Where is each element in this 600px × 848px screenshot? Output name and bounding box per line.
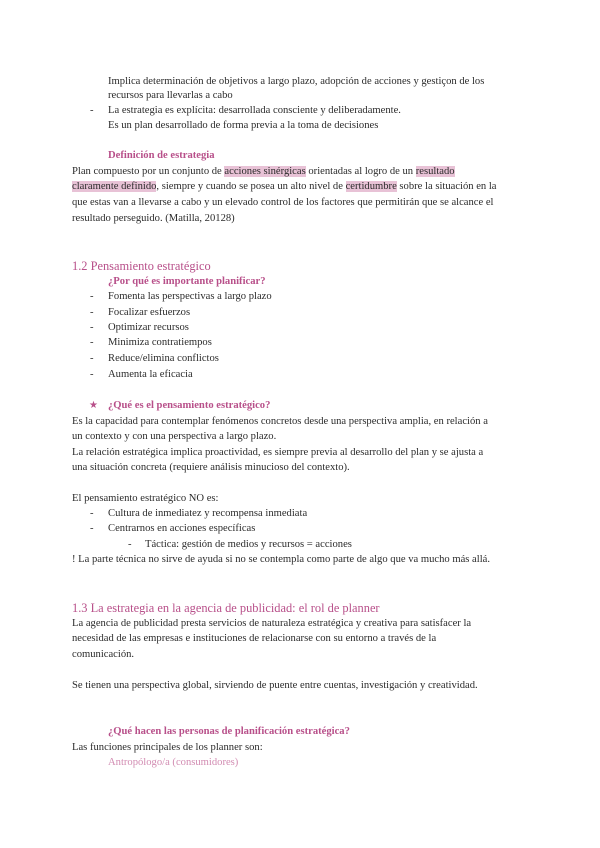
paragraph-line: Las funciones principales de los planner son:	[72, 742, 263, 753]
bullet-dash: -	[90, 105, 94, 116]
definicion-line: que estas van a llevarse a cabo y un elevado control de los factores que permitirán que se alcance el	[72, 197, 494, 208]
list-item: Reduce/elimina conflictos	[108, 353, 219, 364]
list-item: Optimizar recursos	[108, 322, 189, 333]
bullet-dash: -	[90, 337, 94, 348]
bullet-dash: -	[90, 369, 94, 380]
list-item: Fomenta las perspectivas a largo plazo	[108, 291, 272, 302]
paragraph-line: La agencia de publicidad presta servicios de naturaleza estratégica y creativa para satisfacer la	[72, 618, 472, 629]
paragraph-line: un contexto y con una perspectiva a largo plazo.	[72, 431, 277, 442]
paragraph-line: Se tienen una perspectiva global, sirviendo de puente entre cuentas, investigación y creatividad.	[72, 680, 478, 691]
intro-line: Implica determinación de objetivos a largo plazo, adopción de acciones y gestiçon de los	[108, 76, 485, 87]
paragraph-line: comunicación.	[72, 649, 135, 660]
definicion-line: resultado perseguido. (Matilla, 20128)	[72, 213, 235, 224]
subheading: ¿Qué hacen las personas de planificación estratégica?	[108, 726, 350, 737]
subheading: ¿Por qué es importante planificar?	[108, 276, 266, 287]
section-title: 1.2 Pensamiento estratégico	[72, 259, 211, 273]
list-item: Focalizar esfuerzos	[108, 307, 191, 318]
faded-list-item: Antropólogo/a (consumidores)	[108, 757, 239, 768]
intro-bullet: La estrategia es explícita: desarrollada consciente y deliberadamente.	[108, 105, 401, 116]
definicion-line: Plan compuesto por un conjunto de acciones sinérgicas orientadas al logro de un resultado	[72, 166, 455, 177]
paragraph-line: El pensamiento estratégico NO es:	[72, 493, 219, 504]
bullet-dash: -	[90, 353, 94, 364]
section-title: 1.3 La estrategia en la agencia de publicidad: el rol de planner	[72, 601, 380, 615]
bullet-dash: -	[90, 508, 94, 519]
paragraph-line: necesidad de las empresas e instituciones de relacionarse con su entorno a través de la	[72, 633, 437, 644]
paragraph-line: una situación concreta (requiere análisis minucioso del contexto).	[72, 462, 350, 473]
note-line: ! La parte técnica no sirve de ayuda si no se contempla como parte de algo que va mucho más allá.	[72, 554, 490, 565]
star-heading: ¿Qué es el pensamiento estratégico?	[108, 400, 271, 411]
bullet-dash: -	[90, 291, 94, 302]
star-icon: ★	[89, 400, 98, 411]
highlight: claramente definido	[72, 181, 157, 192]
paragraph-line: Es la capacidad para contemplar fenómenos concretos desde una perspectiva amplia, en relación a	[72, 416, 488, 427]
sub-list-item: Táctica: gestión de medios y recursos = acciones	[145, 539, 352, 550]
list-item: Minimiza contratiempos	[108, 337, 212, 348]
list-item: Aumenta la eficacia	[108, 369, 193, 380]
list-item: Centrarnos en acciones específicas	[108, 523, 256, 534]
highlight: resultado	[415, 166, 455, 177]
bullet-dash: -	[90, 307, 94, 318]
paragraph-line: La relación estratégica implica proactividad, es siempre previa al desarrollo del plan y se ajusta a	[72, 447, 484, 458]
highlight: certidumbre	[345, 181, 397, 192]
list-item: Cultura de inmediatez y recompensa inmediata	[108, 508, 308, 519]
bullet-dash: -	[90, 322, 94, 333]
bullet-dash: -	[90, 523, 94, 534]
bullet-dash: -	[128, 539, 132, 550]
definicion-line: claramente definido, siempre y cuando se posea un alto nivel de certidumbre sobre la situación en la	[72, 181, 497, 192]
intro-line: Es un plan desarrollado de forma previa a la toma de decisiones	[108, 120, 379, 131]
intro-line: recursos para llevarlas a cabo	[108, 90, 233, 101]
definicion-heading: Definición de estrategia	[108, 150, 215, 161]
highlight: acciones sinérgicas	[224, 166, 306, 177]
